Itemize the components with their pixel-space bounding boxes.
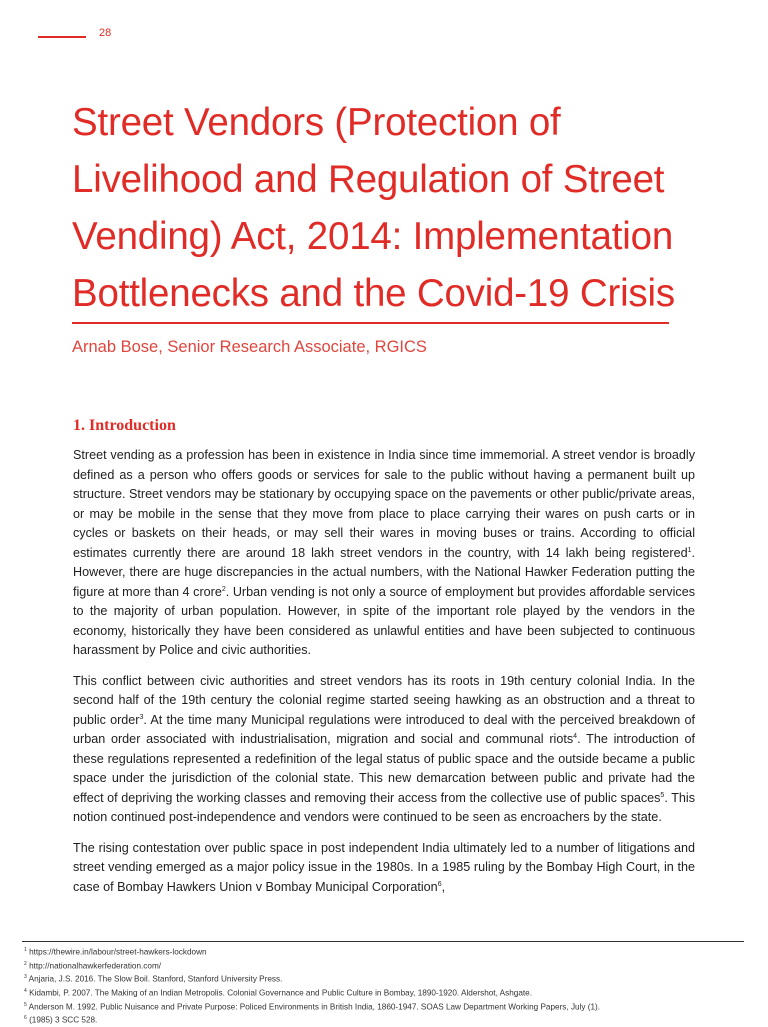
footnote-ref[interactable]: 3 [139,713,144,721]
paragraph-text: . The introduction of these regulations represented a redefinition of the legal status of public space and the outside became a public space under the jurisdiction of the colonial state. This new demarcation between public and private had the effect of depriving the working classes and removing their access from the collective use of public spaces [73,732,695,805]
footnote-link[interactable]: http://nationalhawkerfederation.com/ [29,961,162,971]
paragraph-text: . Urban vending is not only a source of employment but provides affordable services to the majority of urban population. However, in spite of the important role played by the vendors in the economy, historically they have been considered as unlawful entities and have been subjected to continuous harassment by Police and civic authorities. [73,584,695,657]
paragraph-1 [73,446,695,661]
footnote [24,1000,744,1014]
paragraph-text: This conflict between civic authorities and street vendors has its roots in 19th century colonial India. In the second half of the 19th century the colonial regime started seeing hawking as an obstruction and a threat to public order [73,673,695,727]
footnote [24,959,744,973]
article-body [73,446,695,908]
footnotes [24,945,744,1027]
author-byline: Arnab Bose, Senior Research Associate, RGICS [72,338,427,356]
footnote [24,1013,744,1027]
footnote [24,945,744,959]
paragraph-text: , [441,879,446,894]
paragraph-text: . However, there are huge discrepancies in the actual numbers, with the National Hawker Federation putting the figure at more than 4 crore [73,545,695,599]
paragraph-text: . At the time many Municipal regulations were introduced to deal with the perceived breakdown of urban order associated with industrialisation, migration and social and communal riots [73,712,695,746]
article-title: Street Vendors (Protection of Livelihood and Regulation of Street Vending) Act, 2014: Implementation Bottlenecks and the Covid-19 Crisis [72,101,675,315]
paragraph-text: The rising contestation over public space in post independent India ultimately led to a number of litigations and street vending emerged as a major policy issue in the 1980s. In a 1985 ruling by the Bombay High Court, in the case of Bombay Hawkers Union v Bombay Municipal Corporation [73,840,695,894]
footnote-divider [22,941,744,942]
page-number: 28 [99,27,112,39]
paragraph-text: . This notion continued post-independence and vendors were continued to be seen as encroachers by the state. [73,790,695,824]
footnote-ref[interactable]: 6 [437,880,442,888]
footnote-link[interactable]: https://thewire.in/labour/street-hawkers-lockdown [29,947,207,957]
footnote-ref[interactable]: 5 [660,791,665,799]
footnote-number: 3 [24,974,27,981]
footnote-number: 2 [24,960,27,967]
footnote-ref[interactable]: 2 [221,585,226,593]
page-number-rule [38,36,86,38]
paragraph-2 [73,672,695,828]
footnote-number: 6 [24,1015,27,1022]
footnote [24,972,744,986]
footnote-text: Kidambi, P. 2007. The Making of an Indian Metropolis. Colonial Governance and Public Culture in Bombay, 1890-1920. Aldershot, Ashgate. [29,988,532,998]
footnote-text: Anjaria, J.S. 2016. The Slow Boil. Stanford, Stanford University Press. [28,975,283,985]
footnote-text: (1985) 3 SCC 528. [29,1015,98,1025]
footnote [24,986,744,1000]
section-heading: 1. Introduction [73,417,176,434]
footnote-number: 4 [24,987,27,994]
footnote-number: 1 [24,947,27,953]
paragraph-text: Street vending as a profession has been in existence in India since time immemorial. A street vendor is broadly defined as a person who offers goods or services for sale to the public without having a permanent built up structure. Street vendors may be stationary by occupying space on the pavements or other public/private areas, or may be mobile in the sense that they move from place to place carrying their wares on push carts or in cycles or baskets on their heads, or may sell their wares in moving buses or trains. According to official estimates currently there are around 18 lakh street vendors in the country, with 14 lakh being registered [73,448,695,560]
footnote-number: 5 [24,1001,27,1008]
footnote-text: Anderson M. 1992. Public Nuisance and Private Purpose: Policed Environments in British India, 1860-1947. SOAS Law Department Working Papers, July (1). [28,1002,601,1012]
title-divider [72,322,669,324]
footnote-ref[interactable]: 1 [687,546,692,554]
footnote-ref[interactable]: 4 [573,732,578,740]
paragraph-3 [73,839,695,898]
